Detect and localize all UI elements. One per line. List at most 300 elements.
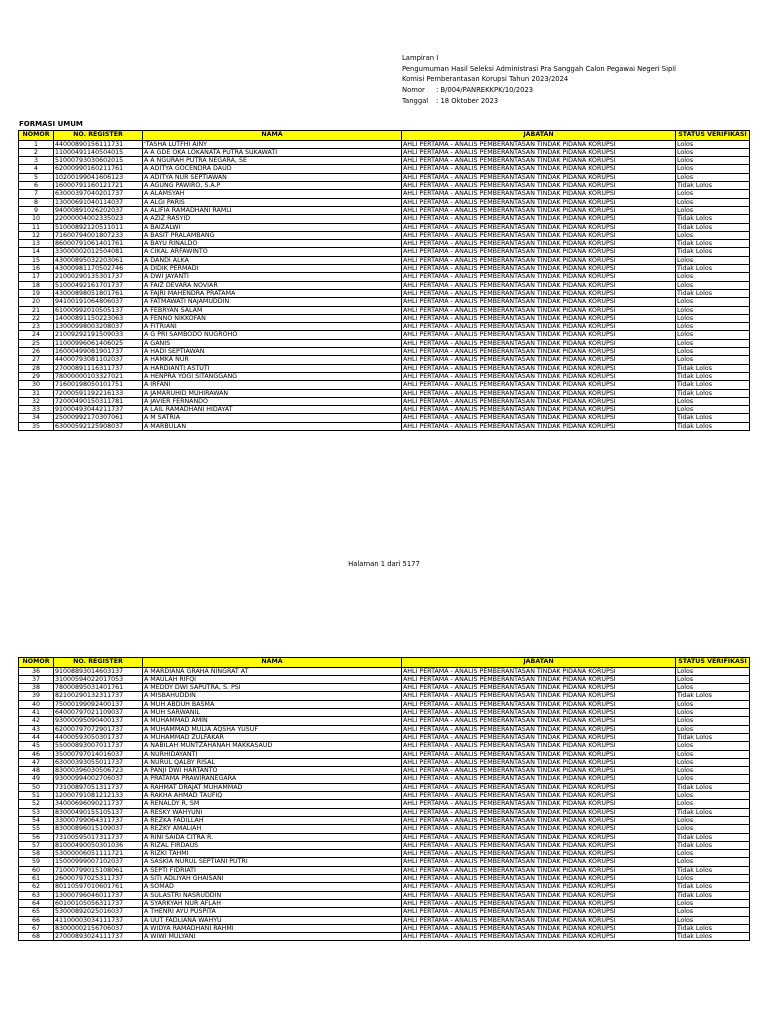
- register-cell: 94000891026202037: [54, 206, 143, 214]
- row-number-cell: 4: [19, 165, 54, 173]
- jabatan-cell: AHLI PERTAMA - ANALIS PEMBERANTASAN TINDAK PIDANA KORUPSI: [402, 850, 676, 858]
- status-cell: Lolos: [676, 165, 750, 173]
- name-cell: A ALGI PARIS: [143, 198, 402, 206]
- jabatan-cell: AHLI PERTAMA - ANALIS PEMBERANTASAN TINDAK PIDANA KORUPSI: [402, 933, 676, 941]
- jabatan-cell: AHLI PERTAMA - ANALIS PEMBERANTASAN TINDAK PIDANA KORUPSI: [402, 248, 676, 256]
- tanggal-label: Tanggal: [402, 96, 429, 105]
- name-cell: A JAVIER FERNANDO: [143, 397, 402, 405]
- jabatan-cell: AHLI PERTAMA - ANALIS PEMBERANTASAN TINDAK PIDANA KORUPSI: [402, 684, 676, 692]
- table-row: [19, 339, 750, 347]
- name-cell: A RIZKI TAHMI: [143, 850, 402, 858]
- register-cell: 21000290135301737: [54, 273, 143, 281]
- jabatan-cell: AHLI PERTAMA - ANALIS PEMBERANTASAN TINDAK PIDANA KORUPSI: [402, 289, 676, 297]
- column-header-status: STATUS VERIFIKASI: [676, 131, 750, 141]
- name-cell: A HENPRA YOGI SITANGGANG: [143, 372, 402, 380]
- jabatan-cell: AHLI PERTAMA - ANALIS PEMBERANTASAN TINDAK PIDANA KORUPSI: [402, 866, 676, 874]
- name-cell: A NURUL QALBY RISAL: [143, 758, 402, 766]
- name-cell: A REZKA FADILLAH: [143, 816, 402, 824]
- register-cell: 81000490050301036: [54, 841, 143, 849]
- register-cell: 78000000103327021: [54, 372, 143, 380]
- jabatan-cell: AHLI PERTAMA - ANALIS PEMBERANTASAN TINDAK PIDANA KORUPSI: [402, 858, 676, 866]
- name-cell: A BAYU RINALDO: [143, 240, 402, 248]
- jabatan-cell: AHLI PERTAMA - ANALIS PEMBERANTASAN TINDAK PIDANA KORUPSI: [402, 148, 676, 156]
- results-table-page-1: [18, 130, 750, 431]
- row-number-cell: 15: [19, 256, 54, 264]
- name-cell: A RINI SAIDA CITRA R.: [143, 833, 402, 841]
- table-row: [19, 231, 750, 239]
- nomor-value: : B/004/PANREKKPK/10/2023: [436, 86, 534, 95]
- status-cell: Lolos: [676, 858, 750, 866]
- jabatan-cell: AHLI PERTAMA - ANALIS PEMBERANTASAN TINDAK PIDANA KORUPSI: [402, 265, 676, 273]
- row-number-cell: 3: [19, 157, 54, 165]
- table-row: [19, 725, 750, 733]
- register-cell: 75000199092400137: [54, 700, 143, 708]
- register-cell: 55000893007011737: [54, 742, 143, 750]
- table-row: [19, 858, 750, 866]
- nomor-label: Nomor: [402, 86, 425, 95]
- register-cell: 14000891150223063: [54, 314, 143, 322]
- jabatan-cell: AHLI PERTAMA - ANALIS PEMBERANTASAN TINDAK PIDANA KORUPSI: [402, 372, 676, 380]
- table-row: [19, 783, 750, 791]
- name-cell: A AGUNG PAWIRO, S.A.P: [143, 182, 402, 190]
- row-number-cell: 18: [19, 281, 54, 289]
- register-cell: 13000796046011737: [54, 891, 143, 899]
- results-table-page-2: [18, 657, 750, 941]
- row-number-cell: 50: [19, 783, 54, 791]
- status-cell: Lolos: [676, 750, 750, 758]
- register-cell: 60100105056311737: [54, 899, 143, 907]
- status-cell: Lolos: [676, 406, 750, 414]
- register-cell: 16000791160121721: [54, 182, 143, 190]
- jabatan-cell: AHLI PERTAMA - ANALIS PEMBERANTASAN TINDAK PIDANA KORUPSI: [402, 389, 676, 397]
- jabatan-cell: AHLI PERTAMA - ANALIS PEMBERANTASAN TINDAK PIDANA KORUPSI: [402, 833, 676, 841]
- status-cell: Lolos: [676, 148, 750, 156]
- table-row: [19, 899, 750, 907]
- register-cell: 82100290132311737: [54, 692, 143, 700]
- jabatan-cell: AHLI PERTAMA - ANALIS PEMBERANTASAN TINDAK PIDANA KORUPSI: [402, 908, 676, 916]
- jabatan-cell: AHLI PERTAMA - ANALIS PEMBERANTASAN TINDAK PIDANA KORUPSI: [402, 875, 676, 883]
- table-row: [19, 289, 750, 297]
- jabatan-cell: AHLI PERTAMA - ANALIS PEMBERANTASAN TINDAK PIDANA KORUPSI: [402, 314, 676, 322]
- jabatan-cell: AHLI PERTAMA - ANALIS PEMBERANTASAN TINDAK PIDANA KORUPSI: [402, 899, 676, 907]
- row-number-cell: 57: [19, 841, 54, 849]
- register-cell: 13000998003208037: [54, 323, 143, 331]
- table-row: [19, 323, 750, 331]
- status-cell: Tidak Lolos: [676, 223, 750, 231]
- row-number-cell: 48: [19, 767, 54, 775]
- row-number-cell: 59: [19, 858, 54, 866]
- status-cell: Lolos: [676, 816, 750, 824]
- page-footer: Halaman 1 dari 5177: [348, 560, 420, 568]
- row-number-cell: 25: [19, 339, 54, 347]
- register-cell: 26000797025311737: [54, 875, 143, 883]
- row-number-cell: 21: [19, 306, 54, 314]
- table-row: [19, 306, 750, 314]
- name-cell: A FENNO NIKKOFAN: [143, 314, 402, 322]
- register-cell: 62000990160211761: [54, 165, 143, 173]
- name-cell: A RAKHA AHMAD TAUFIQ: [143, 792, 402, 800]
- jabatan-cell: AHLI PERTAMA - ANALIS PEMBERANTASAN TINDAK PIDANA KORUPSI: [402, 775, 676, 783]
- column-header-nomor: NOMOR: [19, 658, 54, 668]
- table-row: [19, 717, 750, 725]
- register-cell: 63000393055011737: [54, 758, 143, 766]
- row-number-cell: 10: [19, 215, 54, 223]
- register-cell: 94100191064806037: [54, 298, 143, 306]
- table-row: [19, 841, 750, 849]
- table-row: [19, 750, 750, 758]
- name-cell: A CIKAL ARFAWINTO: [143, 248, 402, 256]
- section-title: FORMASI UMUM: [19, 120, 83, 128]
- jabatan-cell: AHLI PERTAMA - ANALIS PEMBERANTASAN TINDAK PIDANA KORUPSI: [402, 331, 676, 339]
- lampiran-label: Lampiran I: [402, 54, 439, 62]
- jabatan-cell: AHLI PERTAMA - ANALIS PEMBERANTASAN TINDAK PIDANA KORUPSI: [402, 206, 676, 214]
- table-row: [19, 372, 750, 380]
- register-cell: 11000996061406025: [54, 339, 143, 347]
- status-cell: Lolos: [676, 800, 750, 808]
- name-cell: A MUH ABDUH BASMA: [143, 700, 402, 708]
- register-cell: 51000793030602015: [54, 157, 143, 165]
- register-cell: 22000004002335023: [54, 215, 143, 223]
- jabatan-cell: AHLI PERTAMA - ANALIS PEMBERANTASAN TINDAK PIDANA KORUPSI: [402, 924, 676, 932]
- column-header-register: NO. REGISTER: [54, 131, 143, 141]
- register-cell: 93000095090400137: [54, 717, 143, 725]
- name-cell: A THENRI AYU PUSPITA: [143, 908, 402, 916]
- register-cell: 71600198050101751: [54, 381, 143, 389]
- name-cell: A NURHIDAYANTI: [143, 750, 402, 758]
- table-row: [19, 733, 750, 741]
- status-cell: Tidak Lolos: [676, 783, 750, 791]
- table-row: [19, 223, 750, 231]
- table-row: [19, 240, 750, 248]
- row-number-cell: 27: [19, 356, 54, 364]
- table-body: [19, 140, 750, 430]
- status-cell: Tidak Lolos: [676, 381, 750, 389]
- tanggal-value: : 18 Oktober 2023: [436, 96, 499, 105]
- table-row: [19, 190, 750, 198]
- name-cell: A FEBRYAN SALAM: [143, 306, 402, 314]
- table-row: [19, 265, 750, 273]
- announcement-subtitle: Komisi Pemberantasan Korupsi Tahun 2023/2024: [402, 75, 569, 84]
- table-row: [19, 281, 750, 289]
- row-number-cell: 33: [19, 406, 54, 414]
- register-cell: 43000895032203061: [54, 256, 143, 264]
- jabatan-cell: AHLI PERTAMA - ANALIS PEMBERANTASAN TINDAK PIDANA KORUPSI: [402, 339, 676, 347]
- row-number-cell: 13: [19, 240, 54, 248]
- table-row: [19, 248, 750, 256]
- row-number-cell: 55: [19, 825, 54, 833]
- name-cell: A HARDIANTI ASTUTI: [143, 364, 402, 372]
- register-cell: 27000891116311737: [54, 364, 143, 372]
- row-number-cell: 9: [19, 206, 54, 214]
- table-row: [19, 767, 750, 775]
- row-number-cell: 38: [19, 684, 54, 692]
- name-cell: A ALAMSYAH: [143, 190, 402, 198]
- status-cell: Lolos: [676, 725, 750, 733]
- status-cell: Lolos: [676, 173, 750, 181]
- jabatan-cell: AHLI PERTAMA - ANALIS PEMBERANTASAN TINDAK PIDANA KORUPSI: [402, 667, 676, 675]
- status-cell: Tidak Lolos: [676, 372, 750, 380]
- row-number-cell: 26: [19, 348, 54, 356]
- table-row: [19, 140, 750, 148]
- row-number-cell: 41: [19, 709, 54, 717]
- jabatan-cell: AHLI PERTAMA - ANALIS PEMBERANTASAN TINDAK PIDANA KORUPSI: [402, 692, 676, 700]
- row-number-cell: 54: [19, 816, 54, 824]
- table-row: [19, 924, 750, 932]
- row-number-cell: 61: [19, 875, 54, 883]
- row-number-cell: 11: [19, 223, 54, 231]
- jabatan-cell: AHLI PERTAMA - ANALIS PEMBERANTASAN TINDAK PIDANA KORUPSI: [402, 198, 676, 206]
- row-number-cell: 2: [19, 148, 54, 156]
- name-cell: A MARDIANA GRAHA NINGRAT AT: [143, 667, 402, 675]
- name-cell: A GANIS: [143, 339, 402, 347]
- row-number-cell: 49: [19, 775, 54, 783]
- jabatan-cell: AHLI PERTAMA - ANALIS PEMBERANTASAN TINDAK PIDANA KORUPSI: [402, 140, 676, 148]
- jabatan-cell: AHLI PERTAMA - ANALIS PEMBERANTASAN TINDAK PIDANA KORUPSI: [402, 841, 676, 849]
- name-cell: A JAMARUHID MUHIRAWAN: [143, 389, 402, 397]
- row-number-cell: 6: [19, 182, 54, 190]
- status-cell: Tidak Lolos: [676, 866, 750, 874]
- row-number-cell: 17: [19, 273, 54, 281]
- jabatan-cell: AHLI PERTAMA - ANALIS PEMBERANTASAN TINDAK PIDANA KORUPSI: [402, 414, 676, 422]
- name-cell: A A GDE OKA LOKANATA PUTRA SUKAWATI: [143, 148, 402, 156]
- column-header-status: STATUS VERIFIKASI: [676, 658, 750, 668]
- row-number-cell: 46: [19, 750, 54, 758]
- jabatan-cell: AHLI PERTAMA - ANALIS PEMBERANTASAN TINDAK PIDANA KORUPSI: [402, 700, 676, 708]
- row-number-cell: 42: [19, 717, 54, 725]
- row-number-cell: 12: [19, 231, 54, 239]
- status-cell: Lolos: [676, 273, 750, 281]
- jabatan-cell: AHLI PERTAMA - ANALIS PEMBERANTASAN TINDAK PIDANA KORUPSI: [402, 758, 676, 766]
- register-cell: 61000992010505137: [54, 306, 143, 314]
- row-number-cell: 34: [19, 414, 54, 422]
- status-cell: Lolos: [676, 899, 750, 907]
- status-cell: Tidak Lolos: [676, 933, 750, 941]
- table-row: [19, 182, 750, 190]
- table-row: [19, 215, 750, 223]
- status-cell: Lolos: [676, 908, 750, 916]
- status-cell: Lolos: [676, 717, 750, 725]
- status-cell: Lolos: [676, 190, 750, 198]
- table-row: [19, 356, 750, 364]
- register-cell: 51000892120511011: [54, 223, 143, 231]
- jabatan-cell: AHLI PERTAMA - ANALIS PEMBERANTASAN TINDAK PIDANA KORUPSI: [402, 422, 676, 430]
- row-number-cell: 58: [19, 850, 54, 858]
- row-number-cell: 64: [19, 899, 54, 907]
- name-cell: A LAIL RAMADHANI HIDAYAT: [143, 406, 402, 414]
- name-cell: A FATMAWATI NAJAMUDDIN: [143, 298, 402, 306]
- register-cell: 91000493044211737: [54, 406, 143, 414]
- name-cell: A RESKY WAHYUNI: [143, 808, 402, 816]
- status-cell: Lolos: [676, 356, 750, 364]
- table-row: [19, 364, 750, 372]
- name-cell: A G PRI SAMBODO NUGROHO: [143, 331, 402, 339]
- row-number-cell: 67: [19, 924, 54, 932]
- status-cell: Tidak Lolos: [676, 289, 750, 297]
- table-row: [19, 331, 750, 339]
- status-cell: Tidak Lolos: [676, 833, 750, 841]
- register-cell: 78000895031401761: [54, 684, 143, 692]
- status-cell: Tidak Lolos: [676, 240, 750, 248]
- status-cell: Lolos: [676, 323, 750, 331]
- row-number-cell: 65: [19, 908, 54, 916]
- jabatan-cell: AHLI PERTAMA - ANALIS PEMBERANTASAN TINDAK PIDANA KORUPSI: [402, 190, 676, 198]
- register-cell: 83000002156706037: [54, 924, 143, 932]
- table-row: [19, 157, 750, 165]
- status-cell: Lolos: [676, 314, 750, 322]
- register-cell: 31000594022017053: [54, 675, 143, 683]
- column-header-register: NO. REGISTER: [54, 658, 143, 668]
- status-cell: Tidak Lolos: [676, 422, 750, 430]
- table-row: [19, 775, 750, 783]
- jabatan-cell: AHLI PERTAMA - ANALIS PEMBERANTASAN TINDAK PIDANA KORUPSI: [402, 182, 676, 190]
- jabatan-cell: AHLI PERTAMA - ANALIS PEMBERANTASAN TINDAK PIDANA KORUPSI: [402, 792, 676, 800]
- name-cell: A WIWI MULYANI: [143, 933, 402, 941]
- row-number-cell: 43: [19, 725, 54, 733]
- name-cell: A ADITYA GOCENDRA DAUD: [143, 165, 402, 173]
- name-cell: A MARBULAN: [143, 422, 402, 430]
- name-cell: A REZKY AMALIAH: [143, 825, 402, 833]
- table-row: [19, 198, 750, 206]
- table-row: [19, 866, 750, 874]
- status-cell: Lolos: [676, 140, 750, 148]
- jabatan-cell: AHLI PERTAMA - ANALIS PEMBERANTASAN TINDAK PIDANA KORUPSI: [402, 306, 676, 314]
- status-cell: Lolos: [676, 742, 750, 750]
- jabatan-cell: AHLI PERTAMA - ANALIS PEMBERANTASAN TINDAK PIDANA KORUPSI: [402, 750, 676, 758]
- column-header-jabatan: JABATAN: [402, 658, 676, 668]
- name-cell: A A NGURAH PUTRA NEGARA, SE: [143, 157, 402, 165]
- jabatan-cell: AHLI PERTAMA - ANALIS PEMBERANTASAN TINDAK PIDANA KORUPSI: [402, 348, 676, 356]
- status-cell: Tidak Lolos: [676, 924, 750, 932]
- status-cell: Lolos: [676, 339, 750, 347]
- status-cell: Lolos: [676, 206, 750, 214]
- name-cell: A DANDI ALKA: [143, 256, 402, 264]
- status-cell: Lolos: [676, 684, 750, 692]
- name-cell: A DWI JAYANTI: [143, 273, 402, 281]
- register-cell: 71600794001807233: [54, 231, 143, 239]
- status-cell: Lolos: [676, 675, 750, 683]
- name-cell: A DIDIK PERMADI: [143, 265, 402, 273]
- name-cell: A SYARKYAH NUR AFLAH: [143, 899, 402, 907]
- jabatan-cell: AHLI PERTAMA - ANALIS PEMBERANTASAN TINDAK PIDANA KORUPSI: [402, 240, 676, 248]
- jabatan-cell: AHLI PERTAMA - ANALIS PEMBERANTASAN TINDAK PIDANA KORUPSI: [402, 717, 676, 725]
- jabatan-cell: AHLI PERTAMA - ANALIS PEMBERANTASAN TINDAK PIDANA KORUPSI: [402, 767, 676, 775]
- row-number-cell: 53: [19, 808, 54, 816]
- name-cell: A BAIZALWI: [143, 223, 402, 231]
- status-cell: Lolos: [676, 775, 750, 783]
- name-cell: A WIDYA RAMADHANI RAHMI: [143, 924, 402, 932]
- status-cell: Lolos: [676, 700, 750, 708]
- status-cell: Tidak Lolos: [676, 248, 750, 256]
- jabatan-cell: AHLI PERTAMA - ANALIS PEMBERANTASAN TINDAK PIDANA KORUPSI: [402, 783, 676, 791]
- status-cell: Lolos: [676, 331, 750, 339]
- jabatan-cell: AHLI PERTAMA - ANALIS PEMBERANTASAN TINDAK PIDANA KORUPSI: [402, 916, 676, 924]
- jabatan-cell: AHLI PERTAMA - ANALIS PEMBERANTASAN TINDAK PIDANA KORUPSI: [402, 800, 676, 808]
- table-row: [19, 684, 750, 692]
- status-cell: Lolos: [676, 875, 750, 883]
- row-number-cell: 19: [19, 289, 54, 297]
- row-number-cell: 36: [19, 667, 54, 675]
- status-cell: Lolos: [676, 667, 750, 675]
- status-cell: Lolos: [676, 256, 750, 264]
- table-header-row: [19, 131, 750, 141]
- table-row: [19, 833, 750, 841]
- row-number-cell: 62: [19, 883, 54, 891]
- register-cell: 91008893014603137: [54, 667, 143, 675]
- row-number-cell: 31: [19, 389, 54, 397]
- register-cell: 63000397040201737: [54, 190, 143, 198]
- register-cell: 10200199041606123: [54, 173, 143, 181]
- table-row: [19, 792, 750, 800]
- register-cell: 11000491140504015: [54, 148, 143, 156]
- jabatan-cell: AHLI PERTAMA - ANALIS PEMBERANTASAN TINDAK PIDANA KORUPSI: [402, 742, 676, 750]
- register-cell: 33000799064311737: [54, 816, 143, 824]
- register-cell: 27000893024111737: [54, 933, 143, 941]
- table-row: [19, 667, 750, 675]
- row-number-cell: 47: [19, 758, 54, 766]
- name-cell: A NABILAH MUNTZAHANAH MAKKASAUD: [143, 742, 402, 750]
- table-row: [19, 808, 750, 816]
- row-number-cell: 28: [19, 364, 54, 372]
- status-cell: Lolos: [676, 306, 750, 314]
- row-number-cell: 7: [19, 190, 54, 198]
- name-cell: A RAHMAT DRAJAT MUHAMMAD: [143, 783, 402, 791]
- column-header-nomor: NOMOR: [19, 131, 54, 141]
- register-cell: 73100595017311737: [54, 833, 143, 841]
- row-number-cell: 16: [19, 265, 54, 273]
- status-cell: Tidak Lolos: [676, 692, 750, 700]
- jabatan-cell: AHLI PERTAMA - ANALIS PEMBERANTASAN TINDAK PIDANA KORUPSI: [402, 298, 676, 306]
- tanggal-row: [402, 96, 676, 107]
- register-cell: 43000898051801761: [54, 289, 143, 297]
- table-row: [19, 891, 750, 899]
- table-row: [19, 700, 750, 708]
- register-cell: 35000797014016037: [54, 750, 143, 758]
- status-cell: Lolos: [676, 281, 750, 289]
- jabatan-cell: AHLI PERTAMA - ANALIS PEMBERANTASAN TINDAK PIDANA KORUPSI: [402, 891, 676, 899]
- row-number-cell: 63: [19, 891, 54, 899]
- jabatan-cell: AHLI PERTAMA - ANALIS PEMBERANTASAN TINDAK PIDANA KORUPSI: [402, 256, 676, 264]
- table-row: [19, 758, 750, 766]
- jabatan-cell: AHLI PERTAMA - ANALIS PEMBERANTASAN TINDAK PIDANA KORUPSI: [402, 356, 676, 364]
- table-body: [19, 667, 750, 941]
- status-cell: Lolos: [676, 198, 750, 206]
- jabatan-cell: AHLI PERTAMA - ANALIS PEMBERANTASAN TINDAK PIDANA KORUPSI: [402, 223, 676, 231]
- name-cell: A ADITYA NUR SEPTIAWAN: [143, 173, 402, 181]
- jabatan-cell: AHLI PERTAMA - ANALIS PEMBERANTASAN TINDAK PIDANA KORUPSI: [402, 825, 676, 833]
- row-number-cell: 1: [19, 140, 54, 148]
- row-number-cell: 32: [19, 397, 54, 405]
- nomor-row: [402, 85, 676, 96]
- status-cell: Tidak Lolos: [676, 841, 750, 849]
- jabatan-cell: AHLI PERTAMA - ANALIS PEMBERANTASAN TINDAK PIDANA KORUPSI: [402, 165, 676, 173]
- register-cell: 44000890156111731: [54, 140, 143, 148]
- table-row: [19, 825, 750, 833]
- row-number-cell: 22: [19, 314, 54, 322]
- name-cell: A MUHAMMAD ZULFAKAR: [143, 733, 402, 741]
- name-cell: A MUH SARWANIL: [143, 709, 402, 717]
- table-row: [19, 206, 750, 214]
- register-cell: 86000791061401761: [54, 240, 143, 248]
- row-number-cell: 52: [19, 800, 54, 808]
- jabatan-cell: AHLI PERTAMA - ANALIS PEMBERANTASAN TINDAK PIDANA KORUPSI: [402, 675, 676, 683]
- register-cell: 34000696090211737: [54, 800, 143, 808]
- name-cell: A SEPTI FIDRIATI: [143, 866, 402, 874]
- table-row: [19, 165, 750, 173]
- name-cell: A PANJI DWI HARTANTO: [143, 767, 402, 775]
- status-cell: Tidak Lolos: [676, 364, 750, 372]
- status-cell: Tidak Lolos: [676, 265, 750, 273]
- register-cell: 41100003034111737: [54, 916, 143, 924]
